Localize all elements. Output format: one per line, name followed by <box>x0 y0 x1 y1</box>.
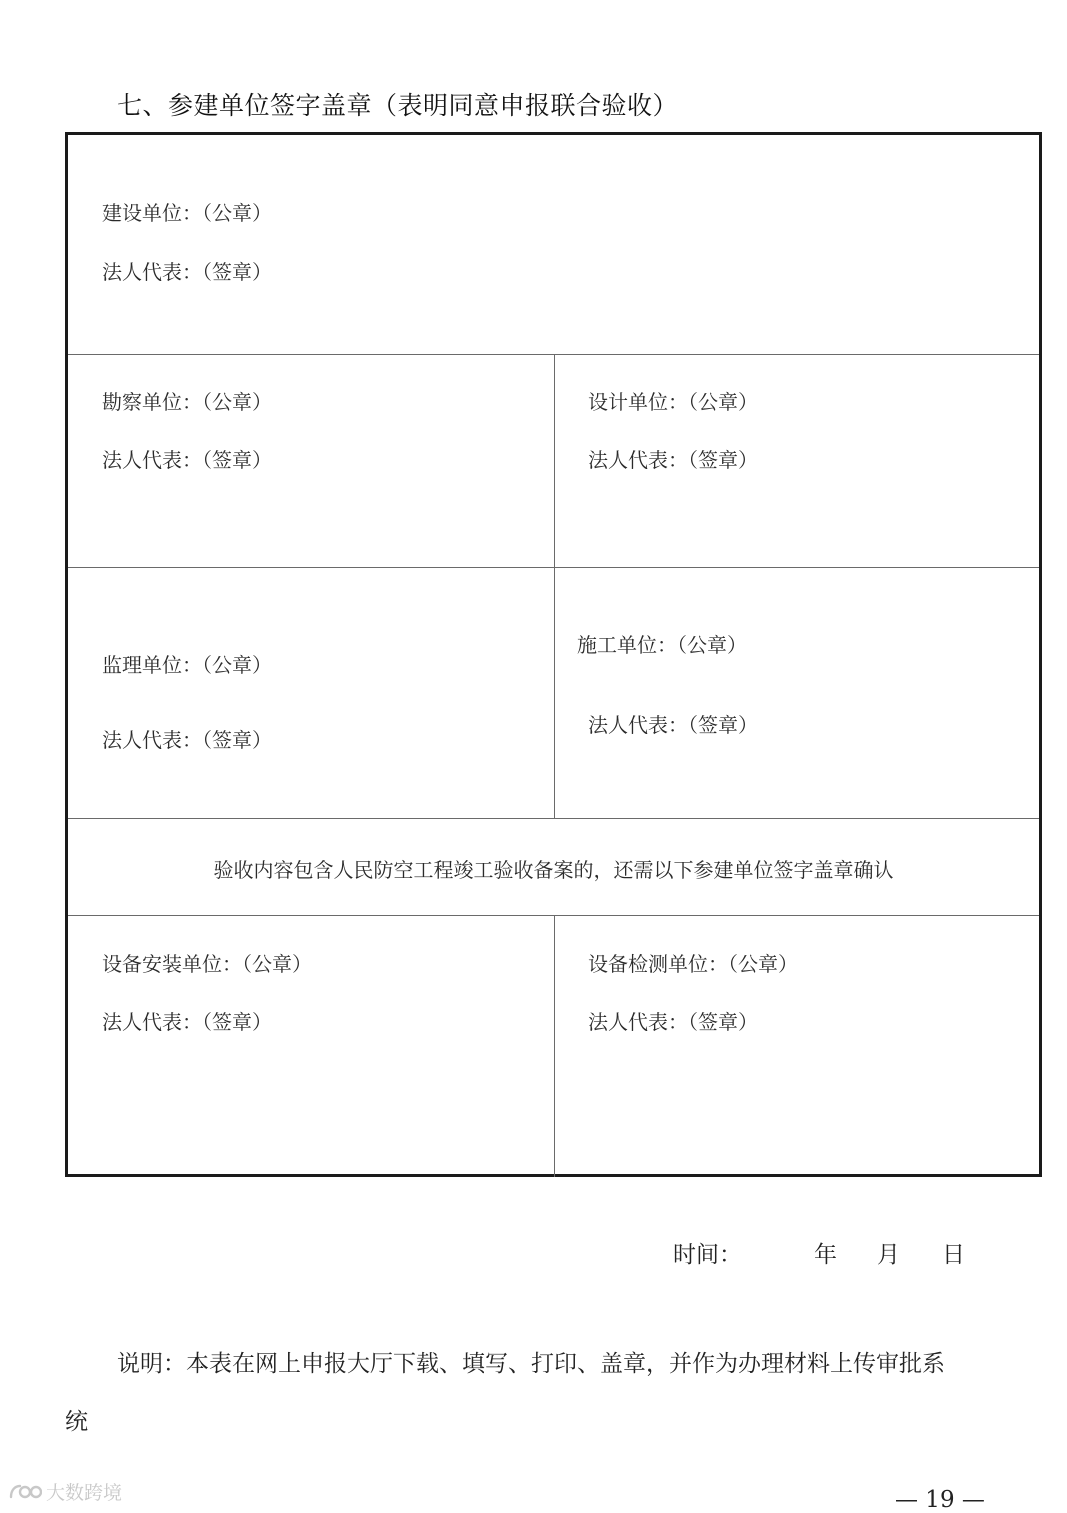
civil-defense-note: 验收内容包含人民防空工程竣工验收备案的，还需以下参建单位签字盖章确认 <box>213 858 894 882</box>
design-unit-rep: 法人代表：（签章） <box>588 448 758 472</box>
equipment-install-unit-rep: 法人代表：（签章） <box>102 1010 272 1034</box>
equipment-test-unit-rep: 法人代表：（签章） <box>588 1010 758 1034</box>
survey-unit-rep: 法人代表：（签章） <box>102 448 272 472</box>
date-year-label: 年 <box>814 1242 837 1268</box>
supervision-unit-rep: 法人代表：（签章） <box>102 728 272 752</box>
equipment-install-unit-label: 设备安装单位：（公章） <box>102 952 312 976</box>
brand-logo-icon <box>8 1482 42 1502</box>
signature-table <box>65 132 1042 1177</box>
explanation-line-2: 统 <box>65 1409 88 1435</box>
equipment-test-unit-label: 设备检测单位：（公章） <box>588 952 798 976</box>
brand-name: 大数跨境 <box>46 1482 123 1504</box>
contractor-unit-rep: 法人代表：（签章） <box>588 713 758 737</box>
date-month-label: 月 <box>877 1242 900 1268</box>
column-divider <box>554 915 555 1177</box>
section-heading: 七、参建单位签字盖章（表明同意申报联合验收） <box>117 91 679 120</box>
supervision-unit-label: 监理单位：（公章） <box>102 653 272 677</box>
contractor-unit-label: 施工单位：（公章） <box>577 633 747 657</box>
footer-brand <box>8 1478 122 1505</box>
design-unit-label: 设计单位：（公章） <box>588 390 758 414</box>
construction-unit-label: 建设单位：（公章） <box>102 201 272 225</box>
page-number: — 19 — <box>895 1487 985 1513</box>
survey-unit-label: 勘察单位：（公章） <box>102 390 272 414</box>
explanation-line-1: 说明：本表在网上申报大厅下载、填写、打印、盖章，并作为办理材料上传审批系 <box>117 1351 945 1377</box>
date-time-label: 时间： <box>673 1242 742 1268</box>
column-divider <box>554 354 555 818</box>
date-day-label: 日 <box>942 1242 965 1268</box>
construction-unit-rep: 法人代表：（签章） <box>102 260 272 284</box>
row-divider <box>68 818 1039 819</box>
